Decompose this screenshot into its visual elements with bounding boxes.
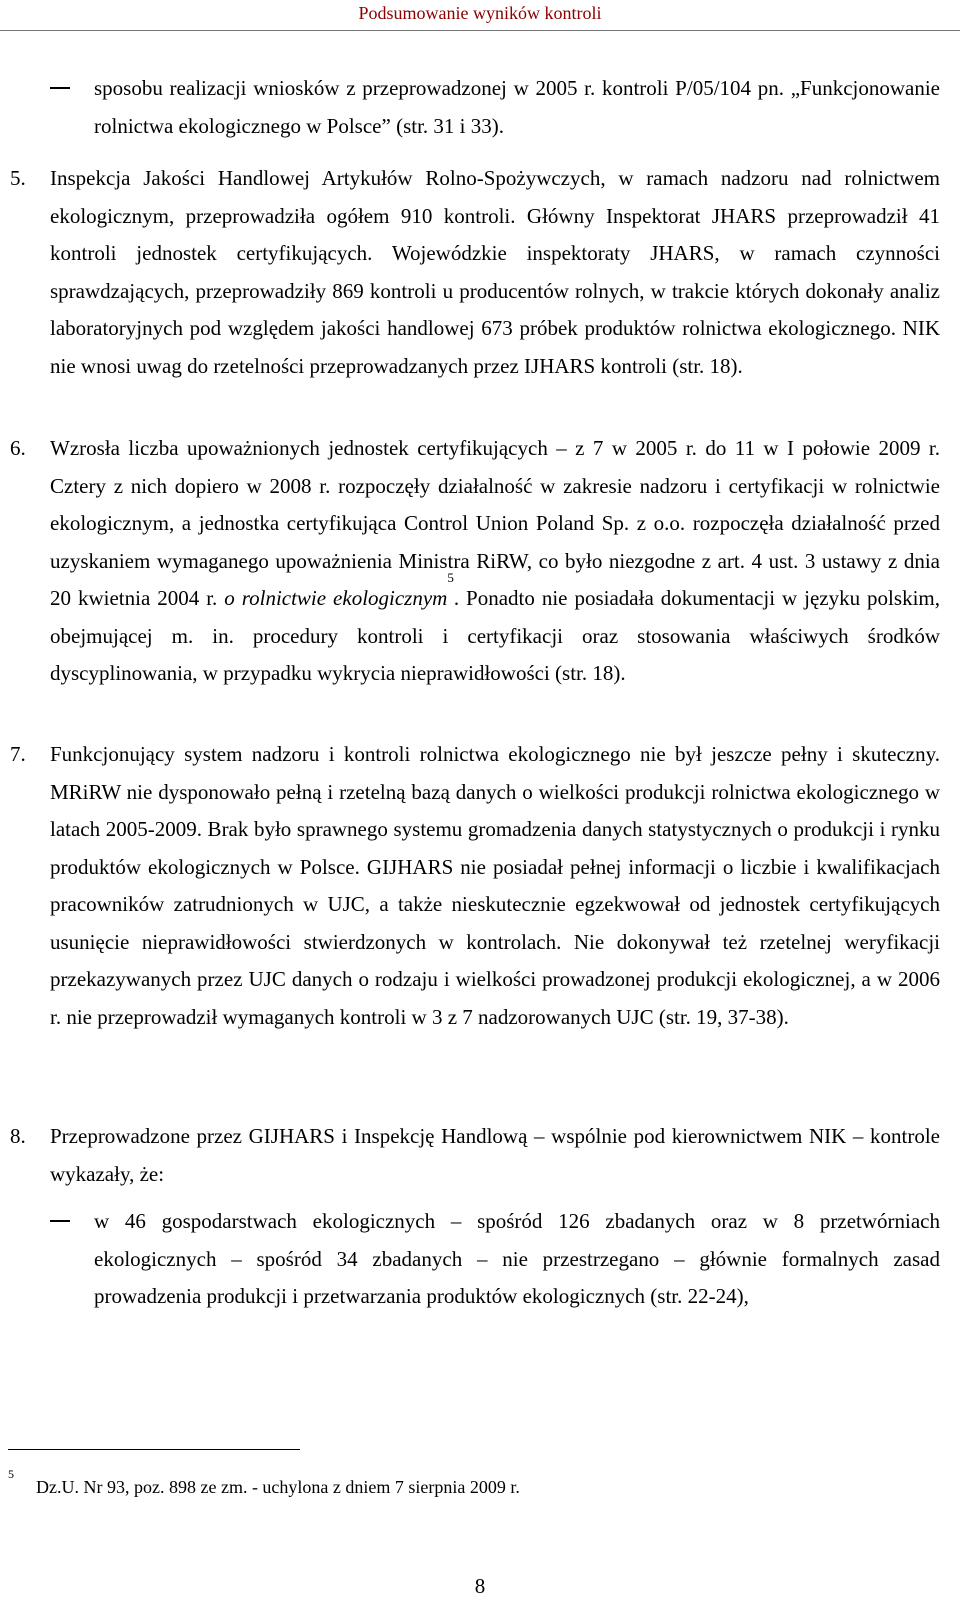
item-number: 5. [10, 166, 26, 190]
numbered-item-8 [10, 1118, 940, 1193]
page-number: 8 [474, 1574, 486, 1598]
item-text-italic: o rolnictwie ekologicznym [224, 586, 448, 610]
continued-dash-item [50, 70, 940, 145]
footnote-separator [8, 1449, 300, 1450]
item-text-after: . Ponadto nie posiadała dokumentacji w języku polskim, obejmującej m. in. procedury kontroli i certyfikacji oraz stosowania właściwych środków dyscyplinowania, w przypadku wykrycia nieprawidłowości (str. 18). [50, 586, 940, 685]
running-header: Podsumowanie wyników kontroli [358, 3, 602, 23]
dash-bullet [50, 1220, 70, 1222]
dash-bullet [50, 87, 70, 89]
item-text: Inspekcja Jakości Handlowej Artykułów Rolno-Spożywczych, w ramach nadzoru nad rolnictwem ekologicznym, przeprowadziła ogółem 910 kontroli. Główny Inspektorat JHARS przeprowadził 41 kontroli jednostek certyfikujących. Wojewódzkie inspektoraty JHARS, w ramach czynności sprawdzających, przeprowadziły 869 kontroli u producentów rolnych, w trakcie których dokonały analiz laboratoryjnych pod względem jakości handlowej 673 próbek produktów rolnictwa ekologicznego. NIK nie wnosi uwag do rzetelności przeprowadzanych przez IJHARS kontroli (str. 18). [50, 166, 940, 378]
footnote-mark: 5 [8, 1467, 14, 1481]
item-text: Funkcjonujący system nadzoru i kontroli rolnictwa ekologicznego nie był jeszcze pełny i skuteczny. MRiRW nie dysponowało pełną i rzetelną bazą danych o wielkości produkcji rolnictwa ekologicznego w latach 2005-2009. Brak było sprawnego systemu gromadzenia danych statystycznych o produkcji i rynku produktów ekologicznych w Polsce. GIJHARS nie posiadał pełnej informacji o liczbie i kwalifikacjach pracowników zatrudnionych w UJC, a także nieskutecznie egzekwował od jednostek certyfikujących usunięcie nieprawidłowości stwierdzonych w kontrolach. Nie dokonywał też rzetelnej weryfikacji przekazywanych przez UJC danych o rodzaju i wielkości prowadzonej produkcji ekologicznej, a w 2006 r. nie przeprowadził wymaganych kontroli w 3 z 7 nadzorowanych UJC (str. 19, 37-38). [50, 742, 940, 1029]
numbered-item-6 [10, 430, 940, 693]
numbered-item-5 [10, 160, 940, 385]
header-divider [0, 30, 960, 31]
dash-item-8-text: w 46 gospodarstwach ekologicznych – spośród 126 zbadanych oraz w 8 przetwórniach ekologicznych – spośród 34 zbadanych – nie przestrzegano – głównie formalnych zasad prowadzenia produkcji i przetwarzania produktów ekologicznych (str. 22-24), [94, 1209, 940, 1308]
continued-dash-text: sposobu realizacji wniosków z przeprowadzonej w 2005 r. kontroli P/05/104 pn. „Funkcjonowanie rolnictwa ekologicznego w Polsce” (str. 31 i 33). [94, 76, 940, 138]
numbered-item-7 [10, 736, 940, 1036]
item-text [50, 430, 940, 693]
dash-item-8 [50, 1203, 940, 1316]
item-number: 7. [10, 742, 26, 766]
item-text: Przeprowadzone przez GIJHARS i Inspekcję Handlową – wspólnie pod kierownictwem NIK – kontrole wykazały, że: [50, 1124, 940, 1186]
item-text-before: Wzrosła liczba upoważnionych jednostek certyfikujących – z 7 w 2005 r. do 11 w I połowie 2009 r. Cztery z nich dopiero w 2008 r. rozpoczęły działalność w zakresie nadzoru i certyfikacji w rolnictwie ekologicznym, a jednostka certyfikująca Control Union Poland Sp. z o.o. rozpoczęła działalność przed uzyskaniem wymaganego upoważnienia Ministra RiRW, co było niezgodne z art. 4 ust. 3 ustawy z dnia 20 kwietnia 2004 r. [50, 436, 940, 610]
item-number: 6. [10, 436, 26, 460]
item-number: 8. [10, 1124, 26, 1148]
footnote-reference: 5 [447, 570, 454, 585]
footnote-text: Dz.U. Nr 93, poz. 898 ze zm. - uchylona z dniem 7 sierpnia 2009 r. [36, 1477, 520, 1497]
